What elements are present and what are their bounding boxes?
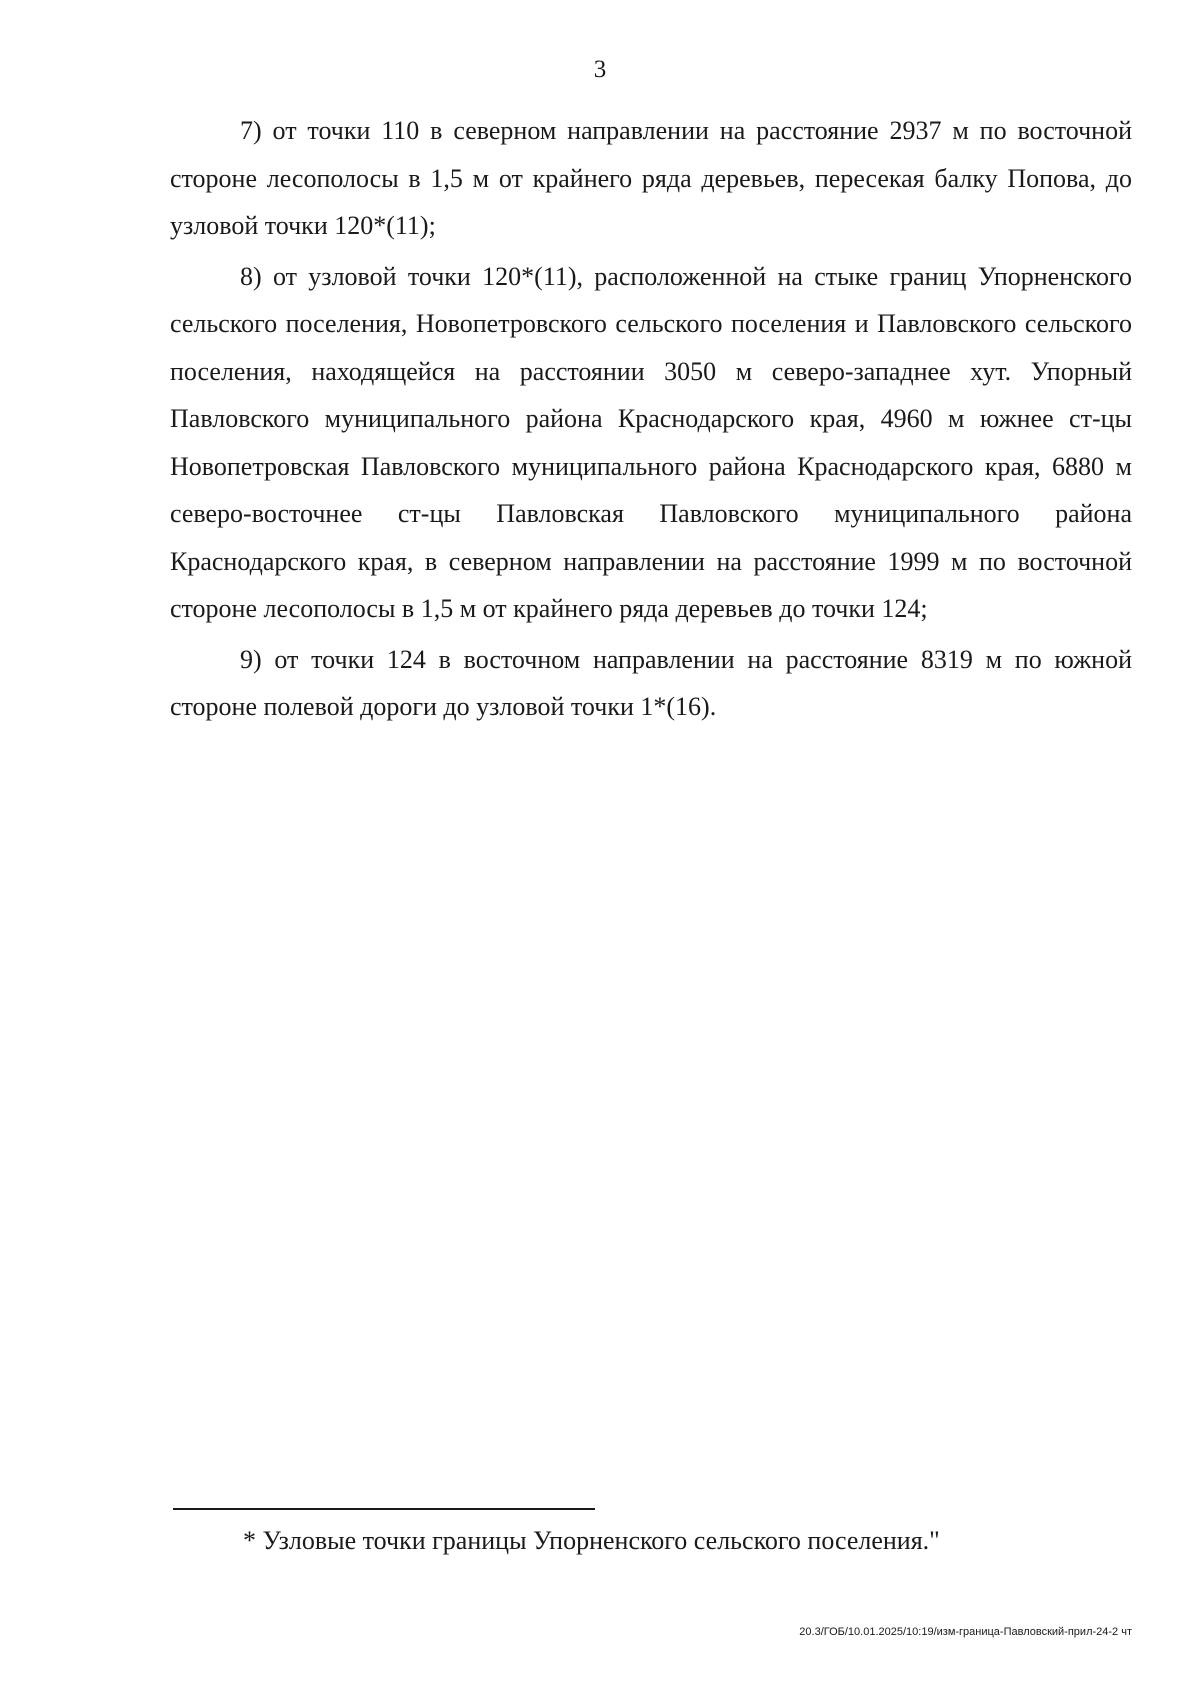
footnote-divider [173,1508,595,1510]
paragraph-item-9: 9) от точки 124 в восточном направлении на расстояние 8319 м по южной стороне полевой дороги до узловой точки 1*(16). [170,644,1132,721]
footnote: * Узловые точки границы Упорненского сельского поселения." [243,1526,940,1555]
document-code: 20.3/ГОБ/10.01.2025/10:19/изм-граница-Павловский-прил-24-2 чт [799,1626,1132,1638]
paragraph-item-7: 7) от точки 110 в северном направлении на расстояние 2937 м по восточной стороне лесополосы в 1,5 м от крайнего ряда деревьев, пересекая балку Попова, до узловой точки 120*(11); [170,116,1132,240]
page-number: 3 [593,56,607,83]
document-body [170,107,1132,734]
paragraph-item-8: 8) от узловой точки 120*(11), расположенной на стыке границ Упорненского сельского поселения, Новопетровского сельского поселения и Павловского сельского поселения, находящейся на расстоянии 3050 м северо-западнее хут. Упорный Павловского муниципального района Краснодарского края, 4960 м южнее ст-цы Новопетровская Павловского муниципального района Краснодарского края, 6880 м северо-восточнее ст-цы Павловская Павловского муниципального района Краснодарского края, в северном направлении на расстояние 1999 м по восточной стороне лесополосы в 1,5 м от крайнего ряда деревьев до точки 124; [170,261,1132,623]
